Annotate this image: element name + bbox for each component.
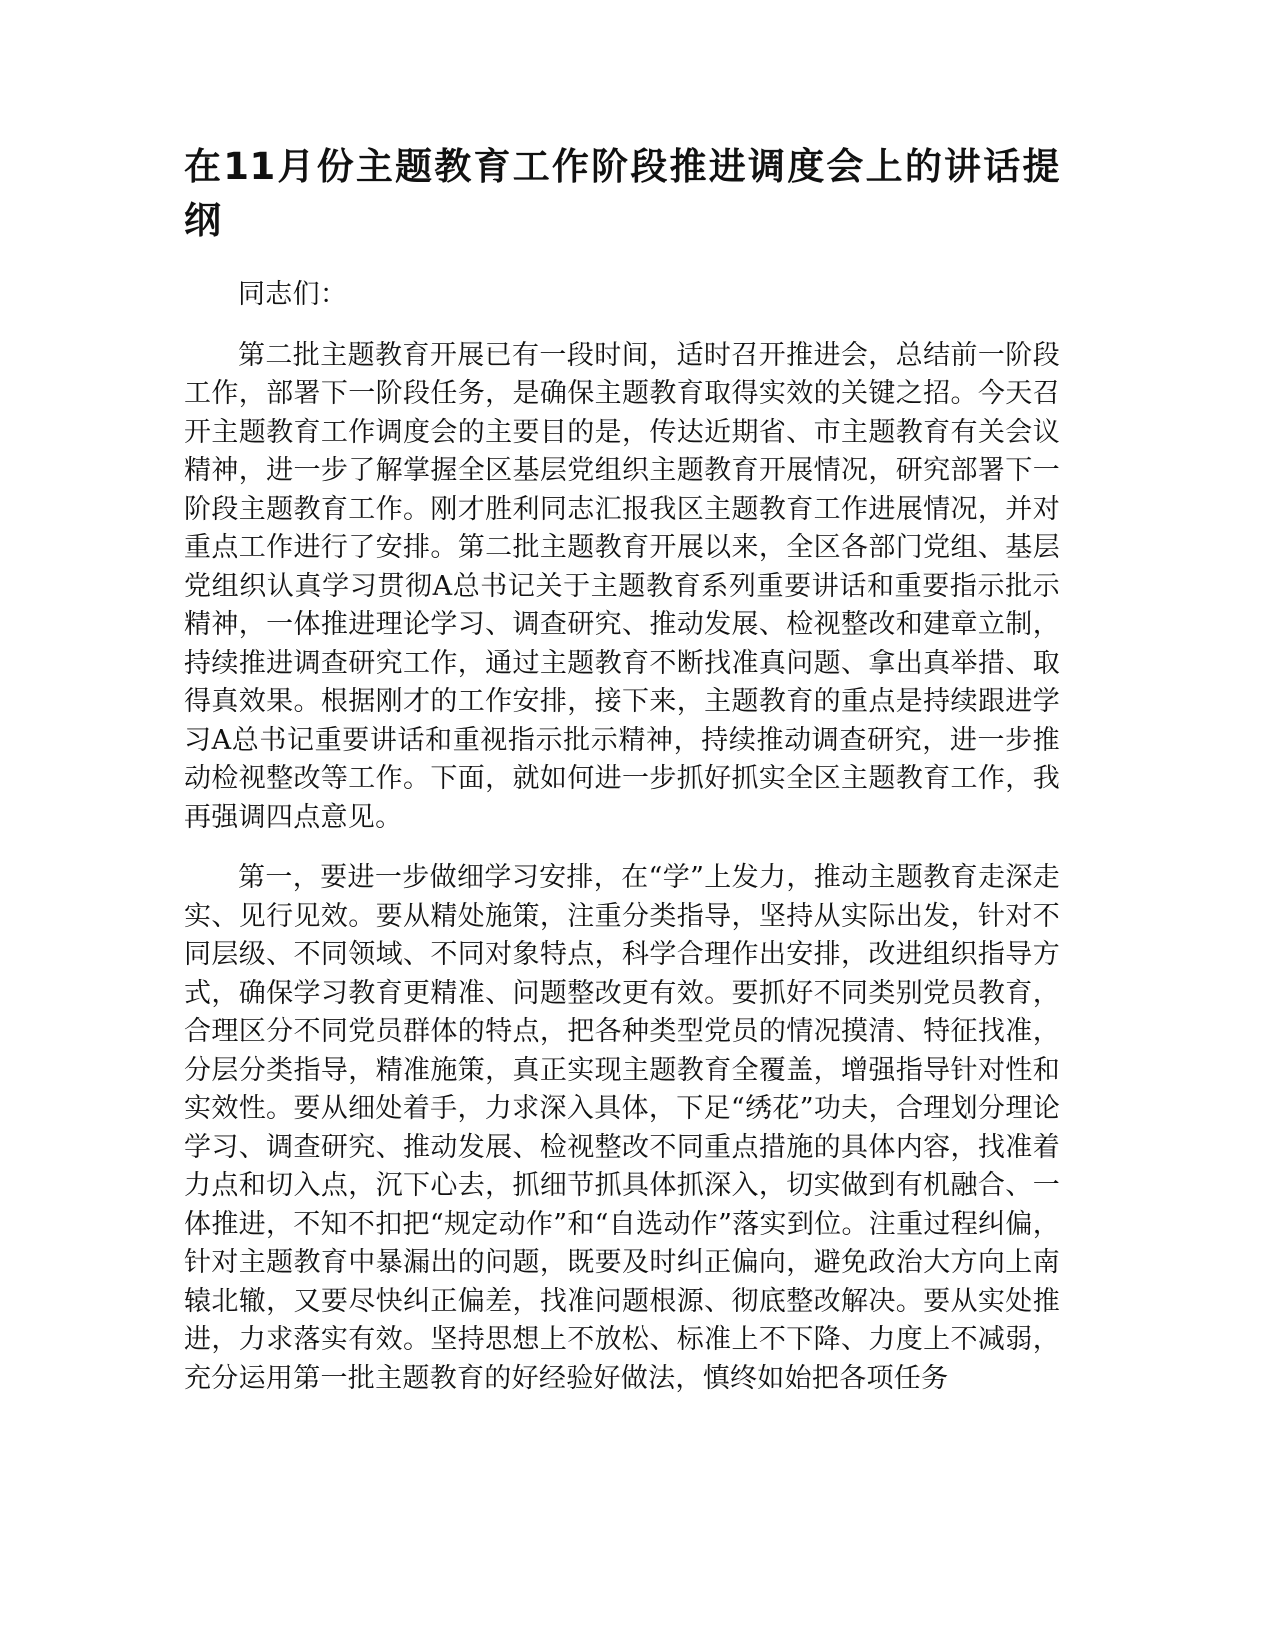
paragraph-2: 第一，要进一步做细学习安排，在“学”上发力，推动主题教育走深走实、见行见效。要从精处施策，注重分类指导，坚持从实际出发，针对不同层级、不同领域、不同对象特点，科学合理作出安排，改进组织指导方式，确保学习教育更精准、问题整改更有效。要抓好不同类别党员教育，合理区分不同党员群体的特点，把各种类型党员的情况摸清、特征找准，分层分类指导，精准施策，真正实现主题教育全覆盖，增强指导针对性和实效性。要从细处着手，力求深入具体，下足“绣花”功夫，合理划分理论学习、调查研究、推动发展、检视整改不同重点措施的具体内容，找准着力点和切入点，沉下心去，抓细节抓具体抓深入，切实做到有机融合、一体推进，不知不扣把“规定动作”和“自选动作”落实到位。注重过程纠偏，针对主题教育中暴漏出的问题，既要及时纠正偏向，避免政治大方向上南辕北辙，又要尽快纠正偏差，找准问题根源、彻底整改解决。要从实处推进，力求落实有效。坚持思想上不放松、标准上不下降、力度上不减弱，充分运用第一批主题教育的好经验好做法，慎终如始把各项任务	[184, 862, 1060, 1394]
document-title: 在11月份主题教育工作阶段推进调度会上的讲话提纲	[184, 145, 1060, 242]
paragraph-1: 第二批主题教育开展已有一段时间，适时召开推进会，总结前一阶段工作，部署下一阶段任务，是确保主题教育取得实效的关键之招。今天召开主题教育工作调度会的主要目的是，传达近期省、市主题教育有关会议精神，进一步了解掌握全区基层党组织主题教育开展情况，研究部署下一阶段主题教育工作。刚才胜利同志汇报我区主题教育工作进展情况，并对重点工作进行了安排。第二批主题教育开展以来，全区各部门党组、基层党组织认真学习贯彻A总书记关于主题教育系列重要讲话和重要指示批示精神，一体推进理论学习、调查研究、推动发展、检视整改和建章立制，持续推进调查研究工作，通过主题教育不断找准真问题、拿出真举措、取得真效果。根据刚才的工作安排，接下来，主题教育的重点是持续跟进学习A总书记重要讲话和重视指示批示精神，持续推动调查研究，进一步推动检视整改等工作。下面，就如何进一步抓好抓实全区主题教育工作，我再强调四点意见。	[184, 339, 1060, 833]
greeting: 同志们：	[238, 279, 348, 310]
document-page	[184, 140, 1060, 1398]
